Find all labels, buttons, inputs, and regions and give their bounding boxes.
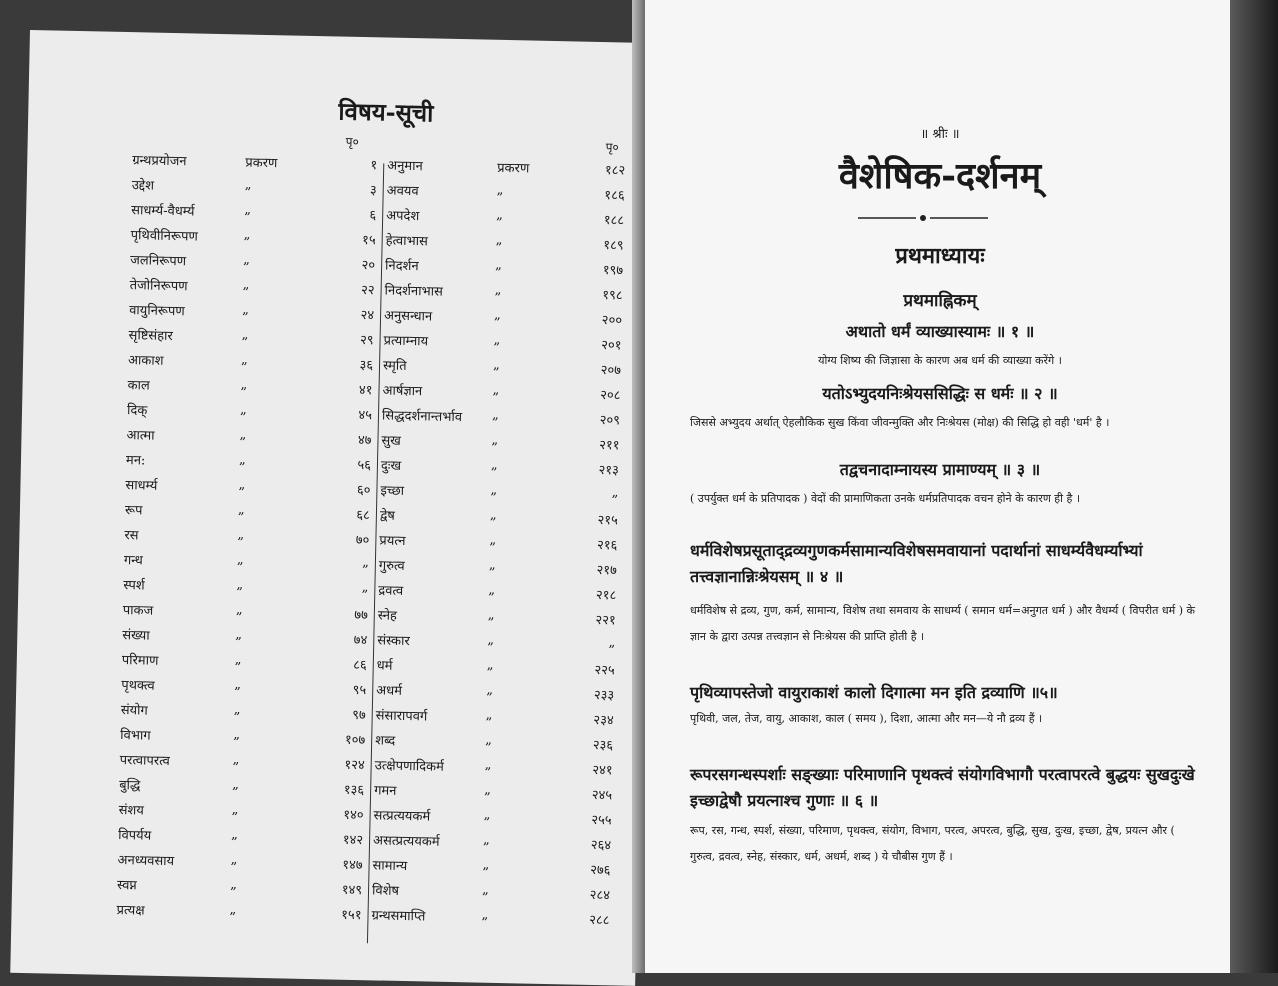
toc-entry-page: २२ <box>360 282 375 299</box>
toc-title: विषय-सूची <box>338 96 434 128</box>
toc-entry-type: „ <box>494 282 502 298</box>
toc-entry-type: „ <box>493 307 502 323</box>
toc-entry-type: „ <box>488 557 496 573</box>
toc-entry-type: „ <box>481 907 489 923</box>
toc-entry-name: दिक् <box>126 403 148 419</box>
toc-entry-page: „ <box>362 555 370 571</box>
toc-entry-page: ७४ <box>353 632 368 649</box>
toc-entry-type: „ <box>485 732 493 748</box>
toc-entry-page: २१५ <box>597 512 619 529</box>
toc-entry-page: २९ <box>359 332 374 349</box>
toc-entry-type: „ <box>232 777 240 793</box>
toc-entry-type: „ <box>486 682 494 698</box>
toc-entry-name: गुरुत्व <box>378 558 405 574</box>
toc-entry-name: रस <box>124 528 139 544</box>
toc-entry-name: अपदेश <box>386 208 420 225</box>
toc-entry-type: „ <box>237 502 245 518</box>
toc-entry-name: हेत्वाभास <box>385 233 429 250</box>
toc-entry-type: „ <box>231 827 239 843</box>
toc-entry-page: २०९ <box>599 413 621 429</box>
toc-entry-page: २५५ <box>591 812 612 829</box>
toc-entry-page: १५१ <box>341 907 362 924</box>
toc-entry-type: „ <box>233 727 241 743</box>
toc-entry-name: निदर्शनाभास <box>384 283 443 300</box>
toc-entry-page: ३ <box>369 183 377 199</box>
toc-entry-type: „ <box>490 482 498 498</box>
toc-entry-page: १४२ <box>342 832 364 849</box>
toc-entry-type: „ <box>231 802 239 818</box>
toc-entry-name: परत्वापरत्व <box>119 753 170 770</box>
toc-entry-name: पृथक्त्व <box>121 678 155 694</box>
toc-entry-type: „ <box>243 227 251 243</box>
toc-entry-page: ६० <box>356 482 371 499</box>
toc-entry-type: „ <box>244 202 252 218</box>
toc-entry-page: २१७ <box>596 562 617 579</box>
toc-entry-type: „ <box>229 902 237 918</box>
toc-entry-name: धर्म <box>376 658 393 674</box>
ornament-divider <box>858 214 988 222</box>
invocation: ॥ श्रीः ॥ <box>920 127 960 142</box>
toc-entry-name: अवयव <box>386 183 419 200</box>
toc-entry-name: सामान्य <box>372 858 408 875</box>
toc-entry-name: आत्मा <box>126 428 155 444</box>
gloss-3: ( उपर्युक्त धर्म के प्रतिपादक ) वेदों की प्रामाणिकता उनके धर्मप्रतिपादक वचन होने के कारण ही है । <box>690 492 1080 505</box>
toc-entry-name: अधर्म <box>376 683 403 699</box>
toc-entry-type: „ <box>491 432 499 448</box>
toc-entry-page: „ <box>361 580 369 596</box>
toc-entry-name: विभाग <box>120 728 151 744</box>
toc-entry-type: „ <box>496 207 504 223</box>
gloss-5: पृथिवी, जल, तेज, वायु, आकाश, काल ( समय ), दिशा, आत्मा और मन—ये नौ द्रव्य हैं । <box>690 712 1043 725</box>
toc-entry-page: २० <box>361 257 376 274</box>
toc-entry-page: १ <box>370 158 378 174</box>
toc-entry-type: „ <box>488 582 496 598</box>
toc-entry-type: „ <box>491 407 499 423</box>
toc-entry-name: जलनिरूपण <box>130 253 187 270</box>
toc-entry-type: „ <box>481 882 489 898</box>
toc-entry-page: ९७ <box>352 707 366 724</box>
toc-entry-type: „ <box>484 757 492 773</box>
toc-entry-type: „ <box>489 507 497 523</box>
toc-entry-name: वायुनिरूपण <box>128 303 185 320</box>
toc-entry-name: संसारापवर्ग <box>375 708 428 725</box>
toc-entry-type: „ <box>241 327 249 343</box>
toc-entry-name: उत्क्षेपणादिकर्म <box>374 758 444 775</box>
toc-entry-page: २३४ <box>593 712 614 729</box>
toc-entry-page: २३६ <box>592 737 614 754</box>
toc-entry-name: संख्या <box>122 628 150 644</box>
toc-entry-name: उद्देश <box>131 178 155 194</box>
toc-entry-name: सुख <box>381 433 402 449</box>
toc-entry-type: „ <box>243 252 251 268</box>
toc-entry-name: प्रयत्न <box>379 533 406 549</box>
toc-entry-name: स्वप्न <box>116 878 137 894</box>
toc-entry-type: „ <box>235 627 243 643</box>
toc-entry-name: स्मृति <box>382 358 407 374</box>
toc-entry-type: „ <box>490 457 498 473</box>
gloss-6: रूप, रस, गन्ध, स्पर्श, संख्या, परिमाण, पृथक्त्व, संयोग, विभाग, परत्व, अपरत्व, बुद्धि, सुख, दुःख, इच्छा, द्वेष, प्रयत्न और ( गुरुत्व, द्रवत्व, स्नेह, संस्कार, धर्म, अधर्म, शब्द ) ये चौबीस गुण हैं । <box>690 824 1175 863</box>
toc-entry-name: असत्प्रत्ययकर्म <box>372 833 440 850</box>
toc-entry-type: „ <box>238 477 246 493</box>
toc-entry-type: „ <box>242 302 250 318</box>
toc-entry-type: „ <box>496 182 504 198</box>
toc-entry-name: द्रवत्व <box>378 583 404 599</box>
toc-page-heading-right: पृ० <box>605 140 619 155</box>
sutra-6: रूपरसगन्धस्पर्शाः सङ्ख्याः परिमाणानि पृथक्त्वं संयोगविभागौ परत्वापरत्वे बुद्धयः सुखदुःखे इच्छाद्वेषौ प्रयत्नाश्च गुणाः ॥ ६ ॥ <box>690 765 1195 810</box>
toc-entry-name: विपर्यय <box>117 828 152 844</box>
toc-entry-page: २४१ <box>592 762 613 779</box>
toc-entry-name: शब्द <box>375 733 396 749</box>
toc-entry-type: „ <box>235 602 243 618</box>
toc-entry-page: ७७ <box>354 607 368 624</box>
toc-entry-name: रूप <box>124 503 143 519</box>
toc-entry-name: साधर्म्य <box>125 478 158 494</box>
toc-entry-name: स्पर्श <box>123 578 145 594</box>
toc-entry-name: सत्प्रत्ययकर्म <box>373 808 431 825</box>
toc-entry-name: साधर्म्य-वैधर्म्य <box>131 203 195 220</box>
toc-entry-page: ९५ <box>352 682 367 699</box>
toc-entry-page: २८८ <box>589 912 610 929</box>
toc-entry-page: २०७ <box>600 363 622 379</box>
toc-entry-type: „ <box>236 552 244 568</box>
toc-entry-type: „ <box>495 257 503 273</box>
toc-entry-name: द्वेष <box>379 508 396 524</box>
toc-entry-page: ८६ <box>353 657 367 674</box>
toc-entry-type: „ <box>487 607 495 623</box>
toc-entry-type: „ <box>483 807 491 823</box>
toc-entry-name: अनध्यवसाय <box>117 853 175 870</box>
toc-entry-page: २०१ <box>601 338 622 354</box>
toc-entry-page: १५ <box>361 233 376 249</box>
toc-entry-type: „ <box>239 402 247 418</box>
toc-entry-name: गमन <box>373 783 397 799</box>
toc-entry-page: १३६ <box>343 782 365 799</box>
toc-entry-type: „ <box>238 452 246 468</box>
toc-entry-name: परिमाण <box>121 653 159 669</box>
toc-entry-type: „ <box>492 357 500 373</box>
toc-entry-type: „ <box>485 707 493 723</box>
toc-entry-type: „ <box>230 852 238 868</box>
toc-entry-name: पाकज <box>122 603 154 619</box>
toc-entry-page: २०८ <box>600 388 621 404</box>
page-edge-shadow <box>1230 0 1278 973</box>
toc-entry-page: ६ <box>369 208 377 224</box>
toc-entry-page: „ <box>611 485 619 501</box>
toc-entry-page: २१३ <box>598 463 620 479</box>
toc-entry-page: ७० <box>355 532 370 549</box>
toc-entry-type: „ <box>493 332 501 348</box>
toc-entry-name: संस्कार <box>377 633 410 650</box>
toc-entry-page: ४७ <box>357 432 372 449</box>
left-page <box>10 30 655 986</box>
toc-entry-type: „ <box>484 782 492 798</box>
toc-entry-name: प्रत्यक्ष <box>116 903 145 919</box>
toc-entry-page: ५६ <box>357 457 372 474</box>
toc-entry-page: ३६ <box>359 357 374 374</box>
toc-entry-page: १४७ <box>342 857 363 874</box>
toc-entry-page: १४९ <box>341 882 363 899</box>
toc-entry-page: २२५ <box>594 662 615 679</box>
toc-entry-name: आकाश <box>127 353 164 369</box>
toc-entry-page: १२४ <box>344 757 365 774</box>
toc-entry-type: „ <box>234 677 242 693</box>
gloss-1: योग्य शिष्य की जिज्ञासा के कारण अब धर्म की व्याख्या करेंगे । <box>818 354 1062 367</box>
toc-entry-name: सिद्धदर्शनान्तर्भाव <box>381 408 463 426</box>
sutra-5: पृथिव्यापस्तेजो वायुराकाशं कालो दिगात्मा मन इति द्रव्याणि ॥५॥ <box>690 683 1058 702</box>
toc-entry-name: सृष्टिसंहार <box>128 328 173 345</box>
main-title: वैशेषिक-दर्शनम् <box>838 155 1042 197</box>
toc-entry-page: २४ <box>360 307 375 324</box>
toc-entry-name: आर्षज्ञान <box>382 383 423 400</box>
toc-entry-page: २७६ <box>590 862 611 879</box>
toc-entry-page: १८९ <box>603 238 624 254</box>
toc-entry-page: २८४ <box>589 887 611 904</box>
toc-entry-type: „ <box>482 832 491 848</box>
toc-entry-page: २११ <box>598 438 620 454</box>
toc-entry-type: „ <box>495 232 503 248</box>
toc-entry-name: इच्छा <box>380 483 405 499</box>
toc-entry-type: „ <box>236 577 244 593</box>
toc-entry-name: निदर्शन <box>384 258 419 275</box>
section-heading: प्रथमाह्निकम् <box>903 291 977 311</box>
toc-entry-type: „ <box>240 377 248 393</box>
toc-entry-page: १८६ <box>604 188 625 204</box>
toc-entry-page: १८२ <box>604 163 626 179</box>
toc-entry-type: „ <box>233 702 241 718</box>
toc-entry-name: ग्रन्थसमाप्ति <box>371 908 426 925</box>
toc-entry-name: दुःख <box>380 458 402 474</box>
toc-entry-type: „ <box>232 752 240 768</box>
chapter-heading: प्रथमाध्यायः <box>895 243 985 269</box>
toc-entry-name: संशय <box>118 803 144 819</box>
toc-entry-page: २६४ <box>590 837 612 854</box>
toc-entry-page: १४० <box>343 807 364 824</box>
toc-entry-page: ६८ <box>356 507 371 524</box>
toc-entry-page: १९७ <box>602 263 624 279</box>
toc-entry-name: प्रत्याम्नाय <box>383 333 429 350</box>
toc-entry-type: „ <box>487 632 495 648</box>
toc-entry-page: १०७ <box>344 732 366 749</box>
toc-entry-name: तेजोनिरूपण <box>129 278 188 295</box>
sutra-3: तद्वचनादाम्नायस्य प्रामाण्यम् ॥ ३ ॥ <box>839 460 1041 479</box>
toc-entry-type: „ <box>244 177 252 193</box>
toc-entry-page: १८८ <box>603 213 625 229</box>
toc-entry-name: स्नेह <box>377 608 398 624</box>
toc-entry-name: काल <box>127 378 150 394</box>
toc-entry-name: अनुमान <box>387 158 423 175</box>
toc-entry-type: „ <box>489 532 497 548</box>
toc-entry-name: मन: <box>125 453 146 469</box>
sutra-4: धर्मविशेषप्रसूताद्द्रव्यगुणकर्मसामान्यविशेषसमवायानां पदार्थानां साधर्म्यवैधर्म्याभ्यां तत्त्वज्ञानान्निःश्रेयसम् ॥ ४ ॥ <box>690 541 1143 586</box>
toc-entry-type: प्रकरण <box>245 155 278 172</box>
toc-entry-page: „ <box>608 635 616 651</box>
toc-entry-type: „ <box>492 382 500 398</box>
toc-entry-type: „ <box>229 877 238 893</box>
toc-entry-type: „ <box>239 427 247 443</box>
toc-entry-type: „ <box>240 352 249 368</box>
toc-entry-name: संयोग <box>120 703 148 719</box>
gloss-4: धर्मविशेष से द्रव्य, गुण, कर्म, सामान्य, विशेष तथा समवाय के साधर्म्य ( समान धर्म=अनुगत धर्म ) और वैधर्म्य ( विपरीत धर्म ) के ज्ञान के द्वारा उत्पन्न तत्त्वज्ञान से निःश्रेयस की प्राप्ति होती है । <box>690 604 1195 643</box>
toc-entry-page: १९८ <box>602 288 623 304</box>
sutra-1: अथातो धर्मं व्याख्यास्यामः ॥ १ ॥ <box>845 322 1035 341</box>
toc-entry-page: २३३ <box>593 687 615 704</box>
toc-entry-page: २०० <box>601 313 623 329</box>
toc-page-heading-left: पृ० <box>345 134 359 149</box>
toc-entry-type: „ <box>234 652 242 668</box>
toc-entry-name: पृथिवीनिरूपण <box>130 228 198 245</box>
sutra-2: यतोऽभ्युदयनिःश्रेयससिद्धिः स धर्मः ॥ २ ॥ <box>822 384 1058 403</box>
toc-entry-type: „ <box>242 277 250 293</box>
toc-entry-type: „ <box>237 527 245 543</box>
toc-entry-page: २४५ <box>591 787 613 804</box>
toc-entry-name: ग्रन्थप्रयोजन <box>132 153 187 170</box>
toc-entry-name: बुद्धि <box>119 778 141 794</box>
toc-entry-page: ४१ <box>358 382 373 399</box>
toc-entry-page: ४५ <box>358 407 373 424</box>
toc-entry-name: विशेष <box>371 883 400 899</box>
toc-entry-page: २२१ <box>595 612 616 629</box>
toc-entry-page: २१६ <box>596 537 618 554</box>
toc-entry-name: अनुसन्धान <box>383 308 433 325</box>
toc-entry-type: „ <box>486 657 494 673</box>
gloss-2: जिससे अभ्युदय अर्थात् ऐहलौकिक सुख किंवा जीवन्मुक्ति और निःश्रेयस (मोक्ष) की सिद्धि हो वही 'धर्म' है । <box>690 416 1110 429</box>
toc-entry-type: „ <box>482 857 490 873</box>
toc-entry-page: २१८ <box>595 587 617 604</box>
toc-entry-type: प्रकरण <box>497 160 530 177</box>
toc-entry-name: गन्ध <box>123 553 143 569</box>
